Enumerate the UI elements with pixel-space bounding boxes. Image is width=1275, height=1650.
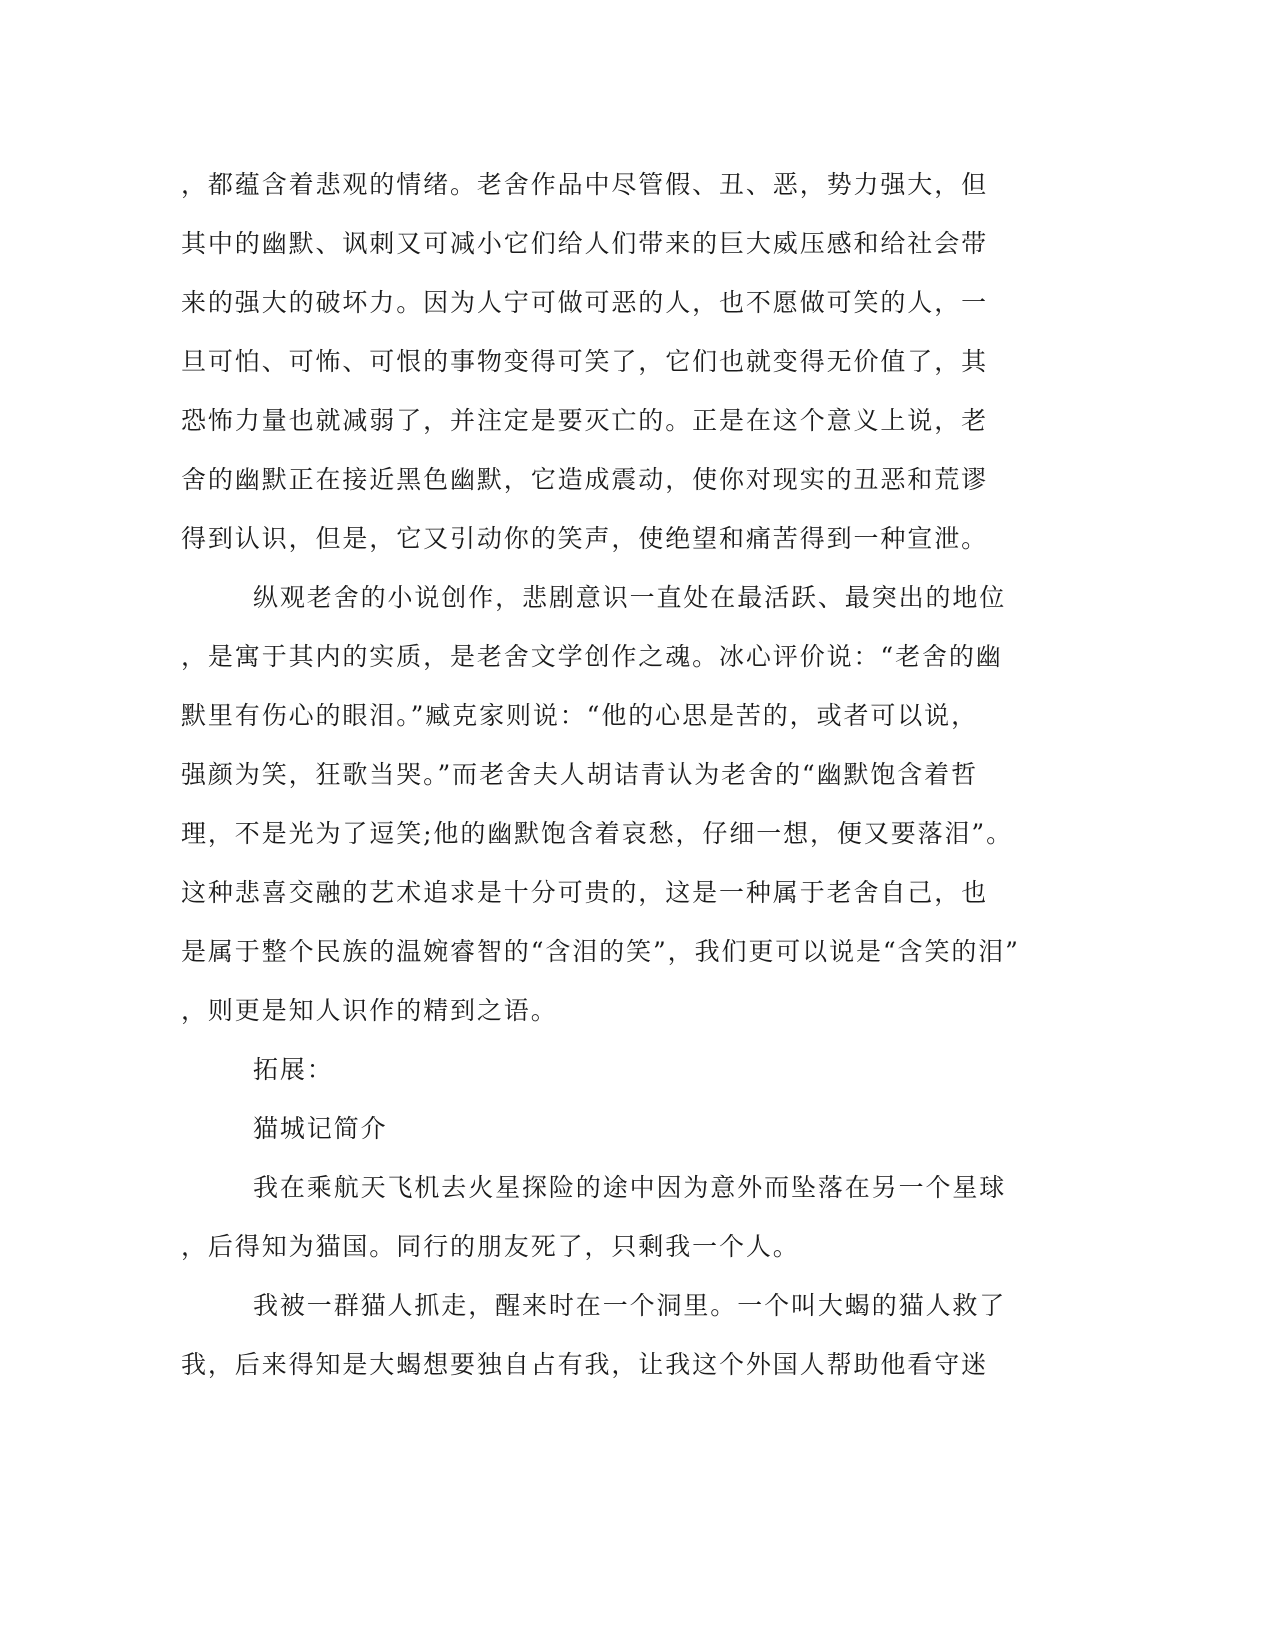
text-line: ，则更是知人识作的精到之语。 [181,996,558,1025]
text-line: 得到认识，但是，它又引动你的笑声，使绝望和痛苦得到一种宣泄。 [181,524,989,553]
text-line: 这种悲喜交融的艺术追求是十分可贵的，这是一种属于老舍自己，也 [181,878,989,907]
text-line: ，后得知为猫国。同行的朋友死了，只剩我一个人。 [181,1232,800,1261]
section-label: 拓展： [253,1055,334,1084]
text-line: 强颜为笑，狂歌当哭。”而老舍夫人胡诘青认为老舍的“幽默饱含着哲 [181,760,978,789]
paragraph-start-line: 我被一群猫人抓走，醒来时在一个洞里。一个叫大蝎的猫人救了 [253,1291,1007,1320]
text-line: 其中的幽默、讽刺又可减小它们给人们带来的巨大威压感和给社会带 [181,229,989,258]
text-line: 是属于整个民族的温婉睿智的“含泪的笑”，我们更可以说是“含笑的泪” [181,937,1020,966]
text-line: 舍的幽默正在接近黑色幽默，它造成震动，使你对现实的丑恶和荒谬 [181,465,989,494]
paragraph-start-line: 纵观老舍的小说创作，悲剧意识一直处在最活跃、最突出的地位 [253,583,1007,612]
text-line: 我，后来得知是大蝎想要独自占有我，让我这个外国人帮助他看守迷 [181,1350,989,1379]
text-line: 理，不是光为了逗笑;他的幽默饱含着哀愁，仔细一想，便又要落泪”。 [181,819,1014,848]
body-text [181,155,1061,1394]
text-line: ，都蕴含着悲观的情绪。老舍作品中尽管假、丑、恶，势力强大，但 [181,170,989,199]
text-line: 旦可怕、可怖、可恨的事物变得可笑了，它们也就变得无价值了，其 [181,347,989,376]
text-line: 默里有伤心的眼泪。”臧克家则说：“他的心思是苦的，或者可以说， [181,701,978,730]
text-line: ，是寓于其内的实质，是老舍文学创作之魂。冰心评价说：“老舍的幽 [181,642,1003,671]
section-heading: 猫城记简介 [253,1114,388,1143]
paragraph-start-line: 我在乘航天飞机去火星探险的途中因为意外而坠落在另一个星球 [253,1173,1007,1202]
text-line: 来的强大的破坏力。因为人宁可做可恶的人，也不愿做可笑的人，一 [181,288,989,317]
text-line: 恐怖力量也就减弱了，并注定是要灭亡的。正是在这个意义上说，老 [181,406,989,435]
